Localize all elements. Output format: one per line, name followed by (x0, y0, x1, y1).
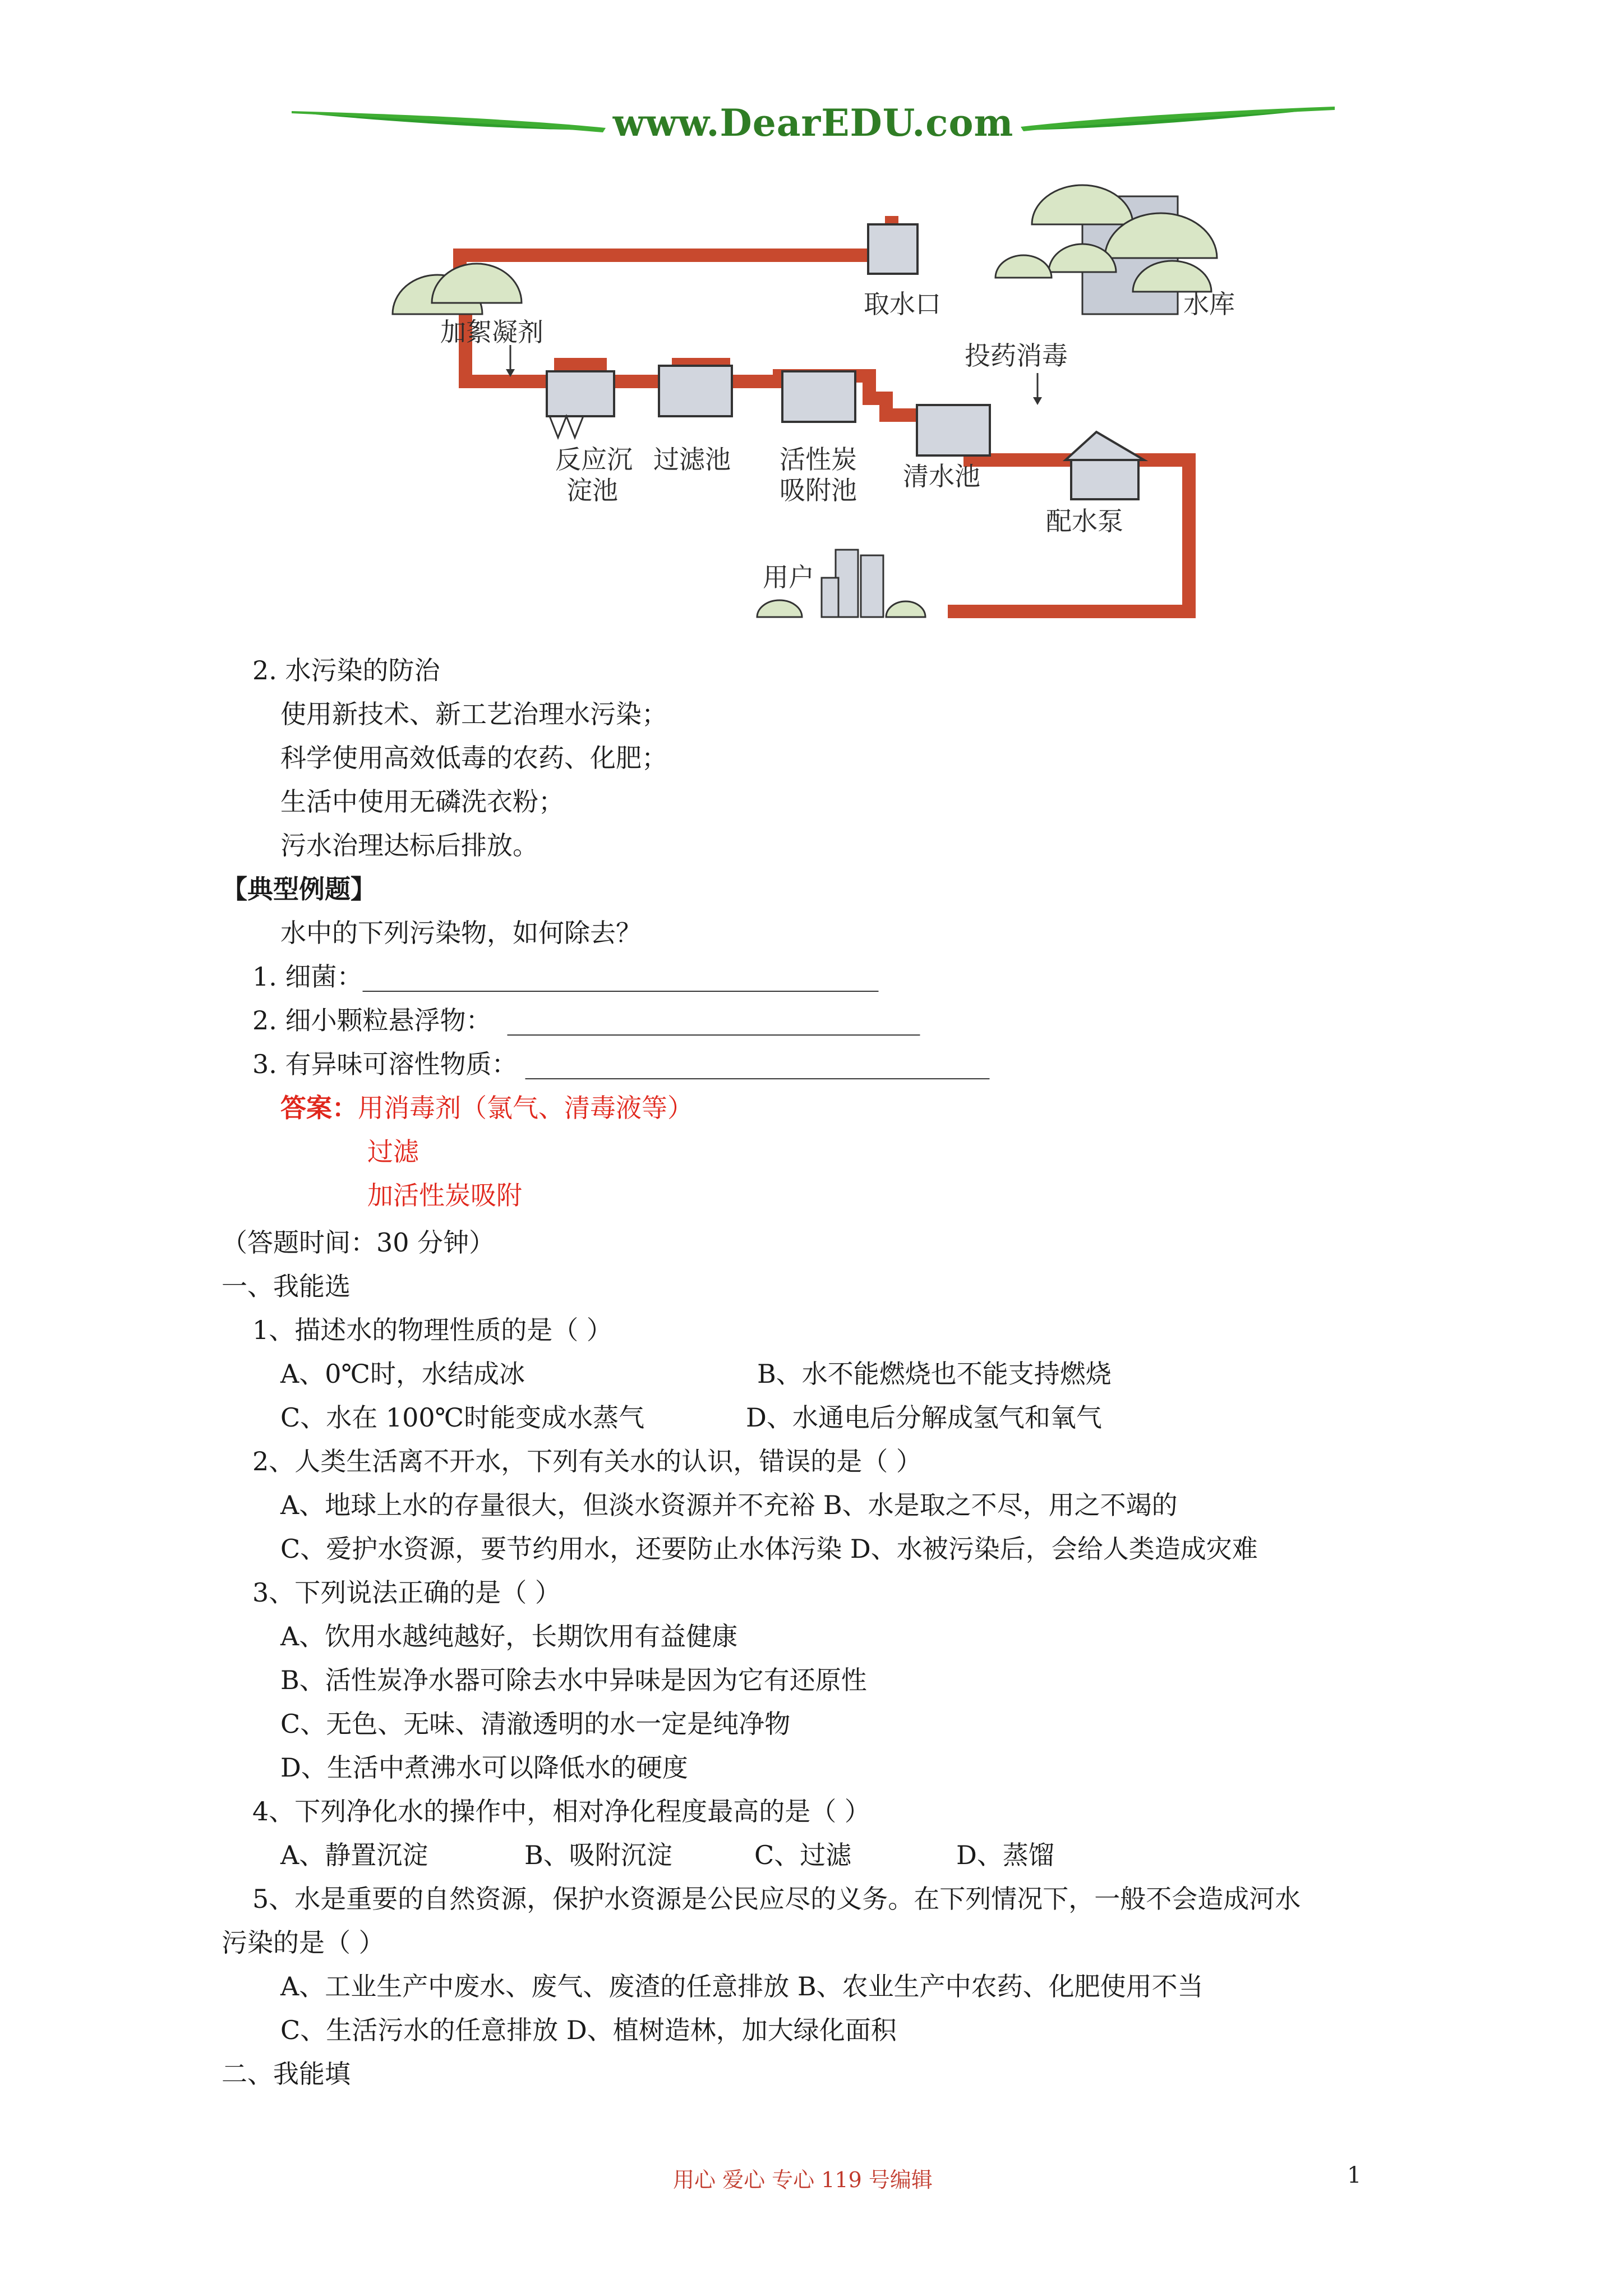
label-pump: 配水泵 (1046, 506, 1123, 536)
label-intake: 取水口 (864, 289, 941, 319)
q4-stem: 4、下列净化水的操作中，相对净化程度最高的是（ ） (252, 1796, 870, 1826)
answer-time: （答题时间：30 分钟） (222, 1227, 495, 1258)
label-sedimentation-1: 反应沉 (555, 444, 633, 475)
disinfect-arrow (1033, 373, 1042, 405)
question-label: 3. 有异味可溶性物质： (252, 1049, 518, 1079)
example-prompt: 水中的下列污染物，如何除去？ (280, 918, 642, 948)
question-label: 1. 细菌： (252, 961, 363, 992)
answer-blank[interactable]: ________________________________ (507, 1005, 920, 1036)
q4-option-b[interactable]: B、吸附沉淀 (524, 1840, 672, 1870)
part2-title: 二、我能填 (222, 2059, 351, 2089)
q1-option-a[interactable]: A、0℃时，水结成冰 (280, 1359, 525, 1389)
q4-option-d[interactable]: D、蒸馏 (956, 1840, 1054, 1870)
section2-item: 生活中使用无磷洗衣粉； (280, 786, 564, 817)
q5-stem: 5、水是重要的自然资源，保护水资源是公民应尽的义务。在下列情况下，一般不会造成河水 (252, 1884, 1301, 1914)
q2-options-ab[interactable]: A、地球上水的存量很大，但淡水资源并不充裕 B、水是取之不尽，用之不竭的 (280, 1490, 1178, 1520)
example-question (252, 1047, 990, 1081)
tree-left (393, 264, 522, 314)
tank-clear-water (917, 405, 990, 455)
answer-blank[interactable]: ________________________________________ (362, 961, 879, 992)
label-user: 用户 (763, 562, 814, 592)
answer-label: 答案： (280, 1093, 358, 1123)
label-disinfect: 投药消毒 (965, 341, 1068, 371)
answer-text: 用消毒剂（氯气、清毒液等） (358, 1093, 693, 1123)
answer-line (280, 1091, 693, 1125)
section2-item: 污水治理达标后排放。 (280, 830, 538, 861)
q3-option-d[interactable]: D、生活中煮沸水可以降低水的硬度 (280, 1752, 688, 1783)
tank-sedimentation (547, 371, 614, 438)
example-question (252, 960, 879, 993)
water-treatment-diagram (387, 163, 1267, 639)
label-carbon-2: 吸附池 (780, 475, 857, 505)
coagulant-arrow (506, 345, 515, 377)
q4-option-c[interactable]: C、过滤 (754, 1840, 852, 1870)
tank-carbon (782, 371, 855, 422)
q2-stem: 2、人类生活离不开水，下列有关水的认识，错误的是（ ） (252, 1446, 922, 1476)
logo-text: www.DearEDU.com (612, 101, 1014, 145)
q1-stem: 1、描述水的物理性质的是（ ） (252, 1315, 612, 1345)
q3-option-a[interactable]: A、饮用水越纯越好，长期饮用有益健康 (280, 1621, 738, 1651)
section2-title: 2. 水污染的防治 (252, 655, 440, 685)
intake-box (868, 224, 917, 274)
q3-option-b[interactable]: B、活性炭净水器可除去水中异味是因为它有还原性 (280, 1665, 867, 1695)
q3-option-c[interactable]: C、无色、无味、清澈透明的水一定是纯净物 (280, 1709, 791, 1739)
pipe-line (460, 216, 892, 283)
q1-option-d[interactable]: D、水通电后分解成氢气和氧气 (746, 1402, 1102, 1433)
example-question (252, 1004, 920, 1037)
part1-title: 一、我能选 (222, 1271, 351, 1301)
pump-house (1066, 432, 1144, 499)
example-heading: 【典型例题】 (222, 874, 376, 904)
footer-text: 用心 爱心 专心 119 号编辑 (673, 2168, 933, 2192)
answer-blank[interactable]: ____________________________________ (525, 1049, 990, 1079)
answer-text: 过滤 (367, 1137, 419, 1167)
q5-options-ab[interactable]: A、工业生产中废水、废气、废渣的任意排放 B、农业生产中农药、化肥使用不当 (280, 1971, 1204, 2001)
answer-text: 加活性炭吸附 (367, 1180, 522, 1211)
section2-item: 使用新技术、新工艺治理水污染； (280, 699, 667, 729)
label-reservoir: 水库 (1183, 289, 1235, 319)
q1-option-c[interactable]: C、水在 100℃时能变成水蒸气 (280, 1402, 645, 1433)
tank-filter (659, 366, 732, 416)
label-sedimentation-2: 淀池 (566, 475, 618, 505)
q4-option-a[interactable]: A、静置沉淀 (280, 1840, 428, 1870)
q5-options-cd[interactable]: C、生活污水的任意排放 D、植树造林，加大绿化面积 (280, 2015, 897, 2045)
q2-options-cd[interactable]: C、爱护水资源，要节约用水，还要防止水体污染 D、水被污染后，会给人类造成灾难 (280, 1534, 1258, 1564)
label-carbon-1: 活性炭 (780, 444, 857, 475)
section2-item: 科学使用高效低毒的农药、化肥； (280, 743, 667, 773)
q5-stem-cont: 污染的是（ ） (222, 1927, 385, 1958)
header-logo (292, 95, 1335, 146)
label-clear-water: 清水池 (903, 461, 980, 491)
page-number: 1 (1347, 2162, 1362, 2188)
q1-option-b[interactable]: B、水不能燃烧也不能支持燃烧 (757, 1359, 1112, 1389)
label-filter: 过滤池 (653, 444, 731, 475)
label-coagulant: 加絮凝剂 (440, 317, 543, 347)
question-label: 2. 细小颗粒悬浮物： (252, 1005, 492, 1036)
q3-stem: 3、下列说法正确的是（ ） (252, 1577, 561, 1608)
